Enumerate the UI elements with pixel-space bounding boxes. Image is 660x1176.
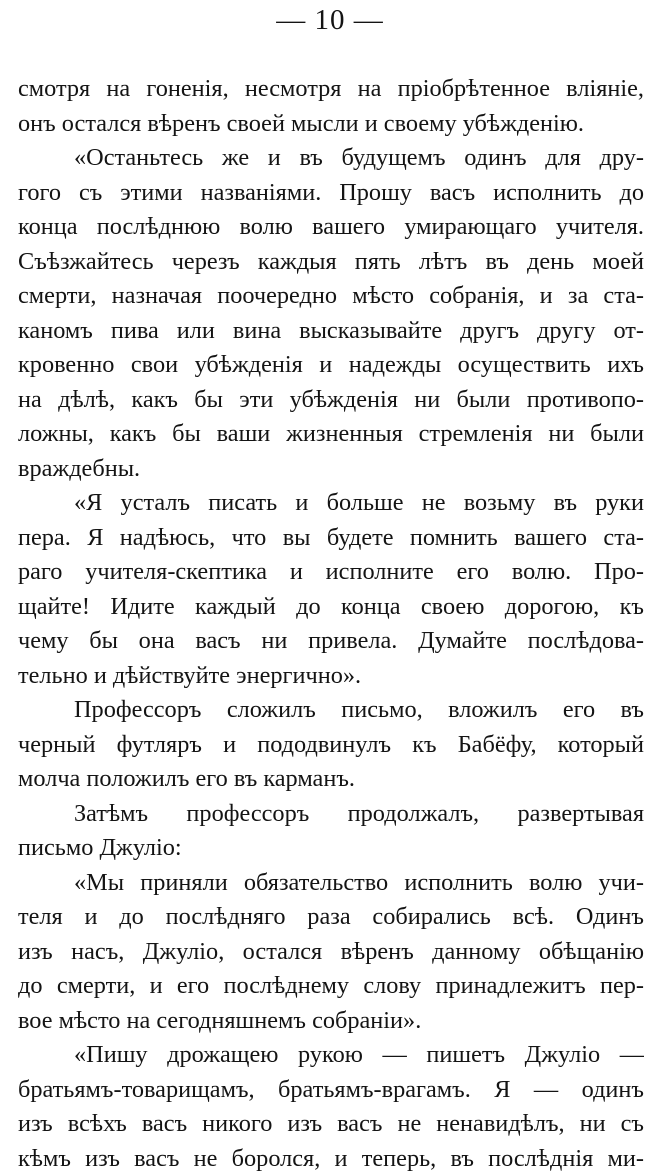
text-line: чему бы она васъ ни привела. Думайте послѣдова-: [18, 624, 644, 659]
text-line: тельно и дѣйствуйте энергично».: [18, 659, 644, 694]
page-number: — 10 —: [0, 2, 660, 38]
text-line: братьямъ-товарищамъ, братьямъ-врагамъ. Я — одинъ: [18, 1073, 644, 1108]
paragraph-first-line: Профессоръ сложилъ письмо, вложилъ его въ: [18, 693, 644, 728]
text-line: кѣмъ изъ васъ не боролся, и теперь, въ послѣднія ми-: [18, 1142, 644, 1176]
text-line: ложны, какъ бы ваши жизненныя стремленія ни были: [18, 417, 644, 452]
text-line: смотря на гоненія, несмотря на пріобрѣтенное вліяніе,: [18, 72, 644, 107]
text-line: письмо Джуліо:: [18, 831, 644, 866]
text-line: теля и до послѣдняго раза собирались всѣ. Одинъ: [18, 900, 644, 935]
text-line: враждебны.: [18, 452, 644, 487]
text-line: онъ остался вѣренъ своей мысли и своему убѣжденію.: [18, 107, 644, 142]
body-text: [18, 72, 644, 1176]
text-line: гого съ этими названіями. Прошу васъ исполнить до: [18, 176, 644, 211]
text-line: до смерти, и его послѣднему слову принадлежитъ пер-: [18, 969, 644, 1004]
paragraph-first-line: Затѣмъ профессоръ продолжалъ, развертывая: [18, 797, 644, 832]
text-line: смерти, назначая поочередно мѣсто собранія, и за ста-: [18, 279, 644, 314]
text-line: кровенно свои убѣжденія и надежды осуществить ихъ: [18, 348, 644, 383]
text-line: конца послѣднюю волю вашего умирающаго учителя.: [18, 210, 644, 245]
text-line: Съѣзжайтесь черезъ каждыя пять лѣтъ въ день моей: [18, 245, 644, 280]
text-line: изъ насъ, Джуліо, остался вѣренъ данному обѣщанію: [18, 935, 644, 970]
text-line: изъ всѣхъ васъ никого изъ васъ не ненавидѣлъ, ни съ: [18, 1107, 644, 1142]
paragraph-first-line: «Останьтесь же и въ будущемъ одинъ для дру-: [18, 141, 644, 176]
text-line: молча положилъ его въ карманъ.: [18, 762, 644, 797]
text-line: черный футляръ и пододвинулъ къ Бабёфу, который: [18, 728, 644, 763]
text-line: на дѣлѣ, какъ бы эти убѣжденія ни были противопо-: [18, 383, 644, 418]
text-line: раго учителя-скептика и исполните его волю. Про-: [18, 555, 644, 590]
text-line: каномъ пива или вина высказывайте другъ другу от-: [18, 314, 644, 349]
paragraph-first-line: «Пишу дрожащею рукою — пишетъ Джуліо —: [18, 1038, 644, 1073]
text-line: вое мѣсто на сегодняшнемъ собраніи».: [18, 1004, 644, 1039]
text-line: пера. Я надѣюсь, что вы будете помнить вашего ста-: [18, 521, 644, 556]
paragraph-first-line: «Мы приняли обязательство исполнить волю учи-: [18, 866, 644, 901]
text-line: щайте! Идите каждый до конца своею дорогою, къ: [18, 590, 644, 625]
paragraph-first-line: «Я усталъ писать и больше не возьму въ руки: [18, 486, 644, 521]
